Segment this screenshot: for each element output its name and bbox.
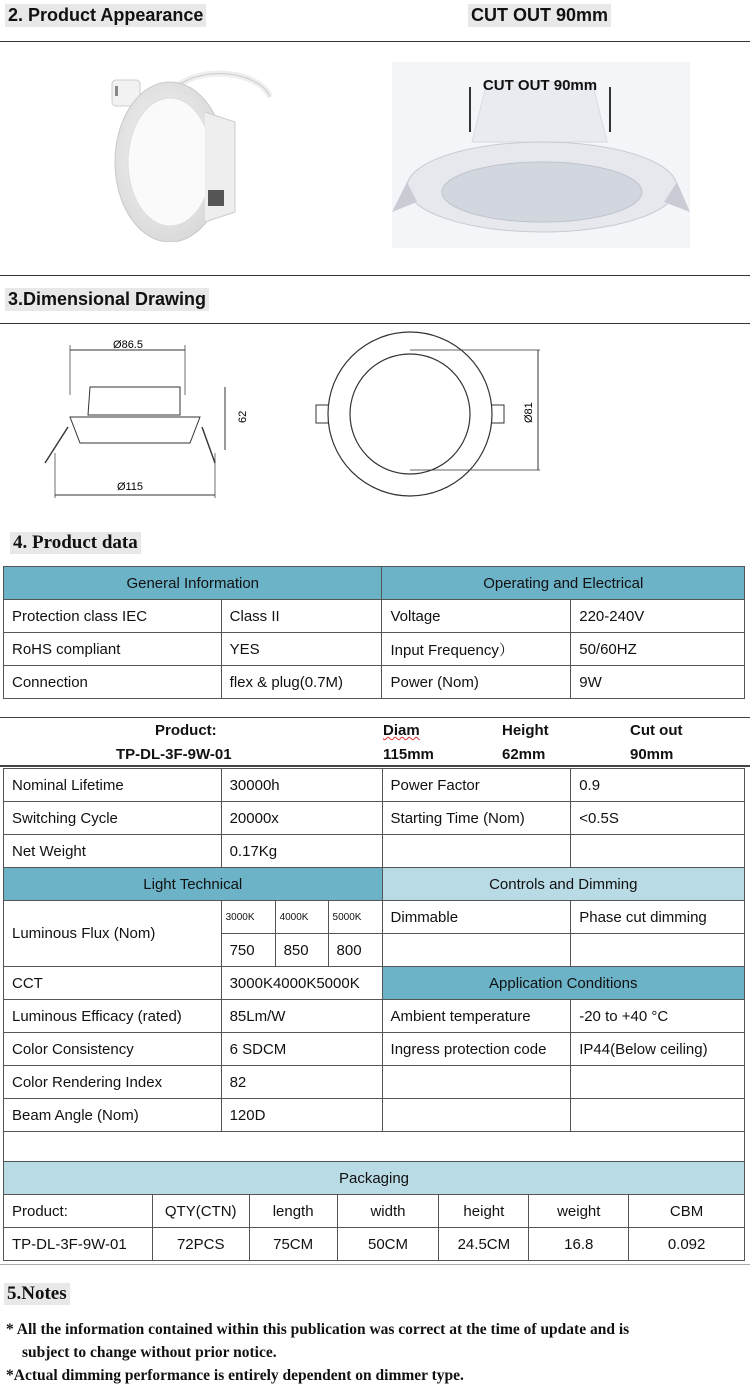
section-4-title: 4. Product data bbox=[10, 532, 141, 554]
luminous-flux-label: Luminous Flux (Nom) bbox=[4, 901, 222, 967]
section-3-title: 3.Dimensional Drawing bbox=[5, 288, 209, 311]
section-2-title: 2. Product Appearance bbox=[5, 4, 206, 27]
pack-col-header: length bbox=[249, 1195, 337, 1228]
table-cell: IP44(Below ceiling) bbox=[571, 1033, 745, 1066]
table-cell: Power (Nom) bbox=[382, 666, 571, 699]
table-cell bbox=[382, 934, 571, 967]
table-cell: Switching Cycle bbox=[4, 802, 222, 835]
product-photo-cutout bbox=[392, 62, 690, 248]
section-5-divider bbox=[0, 1264, 750, 1265]
dim-front-label: Ø81 bbox=[523, 402, 535, 423]
general-info-table bbox=[3, 566, 745, 699]
cct-head-4000: 4000K bbox=[275, 901, 328, 934]
product-value: TP-DL-3F-9W-01 bbox=[116, 746, 232, 763]
section-3-header bbox=[0, 275, 750, 324]
table-cell: 0.17Kg bbox=[221, 835, 382, 868]
table-cell: 9W bbox=[571, 666, 745, 699]
table-cell: Connection bbox=[4, 666, 222, 699]
table-cell: 82 bbox=[221, 1066, 382, 1099]
table-cell bbox=[571, 934, 745, 967]
table-cell: Net Weight bbox=[4, 835, 222, 868]
dim-top-label: Ø86.5 bbox=[113, 339, 143, 351]
height-value: 62mm bbox=[502, 746, 546, 763]
pack-col-header: width bbox=[337, 1195, 439, 1228]
table-cell bbox=[571, 1066, 745, 1099]
table-cell: 20000x bbox=[221, 802, 382, 835]
flux-value-3000: 750 bbox=[221, 934, 275, 967]
product-bar bbox=[0, 717, 750, 767]
cutout-value: 90mm bbox=[630, 746, 674, 763]
table-cell: flex & plug(0.7M) bbox=[221, 666, 382, 699]
pack-col-header: Product: bbox=[4, 1195, 153, 1228]
operating-electrical-header: Operating and Electrical bbox=[382, 567, 745, 600]
packaging-table bbox=[3, 1161, 745, 1261]
table-cell: Beam Angle (Nom) bbox=[4, 1099, 222, 1132]
table-cell: 85Lm/W bbox=[221, 1000, 382, 1033]
pack-col-header: CBM bbox=[629, 1195, 745, 1228]
table-cell: Ambient temperature bbox=[382, 1000, 571, 1033]
general-info-header: General Information bbox=[4, 567, 382, 600]
pack-cell: 72PCS bbox=[152, 1228, 249, 1261]
dimmable-value: Phase cut dimming bbox=[571, 901, 745, 934]
side-view-drawing bbox=[40, 335, 265, 500]
table-cell bbox=[382, 1066, 571, 1099]
pack-col-header: height bbox=[439, 1195, 529, 1228]
table-cell: Nominal Lifetime bbox=[4, 769, 222, 802]
table-cell: 50/60HZ bbox=[571, 633, 745, 666]
spacer-row bbox=[4, 1132, 745, 1165]
table-cell: 6 SDCM bbox=[221, 1033, 382, 1066]
dim-height-label: 62 bbox=[237, 410, 249, 423]
pack-cell: 24.5CM bbox=[439, 1228, 529, 1261]
table-cell: Starting Time (Nom) bbox=[382, 802, 571, 835]
table-cell bbox=[571, 1099, 745, 1132]
section-2-header bbox=[0, 0, 750, 42]
pack-cell: 0.092 bbox=[629, 1228, 745, 1261]
section-5-title: 5.Notes bbox=[4, 1283, 70, 1305]
table-cell: Color Consistency bbox=[4, 1033, 222, 1066]
table-cell: Protection class IEC bbox=[4, 600, 222, 633]
table-cell bbox=[382, 1099, 571, 1132]
photo-cutout-label: CUT OUT 90mm bbox=[482, 77, 598, 94]
table-cell: Input Frequency） bbox=[382, 633, 571, 666]
table-cell: Luminous Efficacy (rated) bbox=[4, 1000, 222, 1033]
table-cell: 220-240V bbox=[571, 600, 745, 633]
diam-label: Diam bbox=[383, 722, 420, 739]
table-cell: RoHS compliant bbox=[4, 633, 222, 666]
pack-cell: 16.8 bbox=[529, 1228, 629, 1261]
diam-value: 115mm bbox=[383, 746, 434, 763]
table-cell bbox=[382, 835, 571, 868]
pack-cell: 75CM bbox=[249, 1228, 337, 1261]
note-2: *Actual dimming performance is entirely dependent on dimmer type. bbox=[6, 1367, 464, 1384]
packaging-header: Packaging bbox=[4, 1162, 745, 1195]
cutout-heading: CUT OUT 90mm bbox=[468, 4, 611, 27]
note-1-line-2: subject to change without prior notice. bbox=[22, 1344, 277, 1361]
pack-cell: TP-DL-3F-9W-01 bbox=[4, 1228, 153, 1261]
table-cell: 120D bbox=[221, 1099, 382, 1132]
table-cell: Color Rendering Index bbox=[4, 1066, 222, 1099]
table-cell: 0.9 bbox=[571, 769, 745, 802]
pack-cell: 50CM bbox=[337, 1228, 439, 1261]
flux-value-4000: 850 bbox=[275, 934, 328, 967]
cct-value: 3000K4000K5000K bbox=[221, 967, 382, 1000]
notes-block bbox=[6, 1318, 629, 1387]
light-technical-header: Light Technical bbox=[4, 868, 383, 901]
controls-dimming-header: Controls and Dimming bbox=[382, 868, 744, 901]
table-cell: Voltage bbox=[382, 600, 571, 633]
application-conditions-header: Application Conditions bbox=[382, 967, 744, 1000]
note-1-line-1: * All the information contained within this publication was correct at the time of update and is bbox=[6, 1321, 630, 1338]
cct-label: CCT bbox=[4, 967, 222, 1000]
front-view-drawing bbox=[310, 328, 555, 500]
cutout-label: Cut out bbox=[630, 722, 683, 739]
table-cell: Power Factor bbox=[382, 769, 571, 802]
table-cell: YES bbox=[221, 633, 382, 666]
product-photo-plug bbox=[110, 52, 280, 242]
dimmable-label: Dimmable bbox=[382, 901, 571, 934]
table-cell: Ingress protection code bbox=[382, 1033, 571, 1066]
pack-col-header: weight bbox=[529, 1195, 629, 1228]
technical-table bbox=[3, 768, 745, 1165]
dim-bottom-label: Ø115 bbox=[116, 481, 144, 493]
height-label: Height bbox=[502, 722, 549, 739]
cct-head-5000: 5000K bbox=[328, 901, 382, 934]
flux-value-5000: 800 bbox=[328, 934, 382, 967]
table-cell: -20 to +40 °C bbox=[571, 1000, 745, 1033]
table-cell bbox=[571, 835, 745, 868]
product-label: Product: bbox=[155, 722, 217, 739]
cct-head-3000: 3000K bbox=[221, 901, 275, 934]
table-cell: Class II bbox=[221, 600, 382, 633]
table-cell: <0.5S bbox=[571, 802, 745, 835]
table-cell: 30000h bbox=[221, 769, 382, 802]
pack-col-header: QTY(CTN) bbox=[152, 1195, 249, 1228]
